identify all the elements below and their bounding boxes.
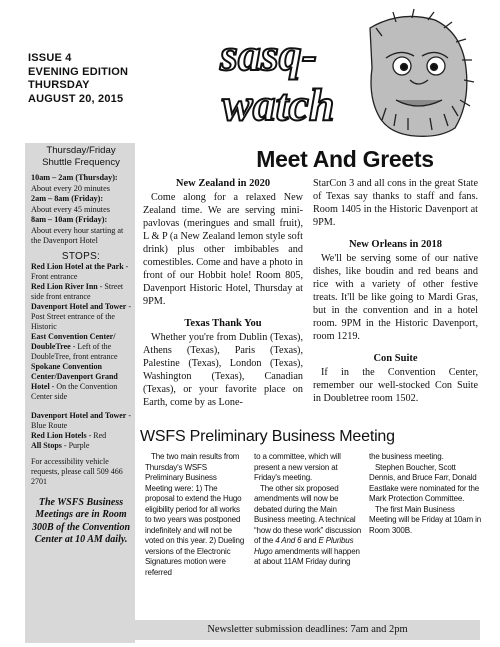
stop-item: Red Lion River Inn - Street side front entrance: [31, 281, 124, 301]
sidebar: [25, 143, 135, 643]
issue-number: ISSUE 4: [28, 52, 72, 64]
article-title-nz: New Zealand in 2020: [175, 178, 271, 189]
sasquatch-logo: [200, 8, 478, 140]
shuttle-item: 8am – 10am (Friday): About every hour starting at the Davenport Hotel: [31, 215, 124, 245]
wsfs-paragraph: the business meeting.: [369, 452, 444, 461]
sasquatch-illustration: [370, 9, 474, 136]
article-body-nola: We'll be serving some of our native dishes, like boudin and red beans and rice with a variety of other festive treats. It'll be like going to Mardi Gras, but in the convention and in a hotel room. 9PM in the Historic Davenport, room 1219.: [313, 253, 478, 342]
article-title-consuite: Con Suite: [373, 353, 418, 364]
article-body-nz: Come along for a relaxed New Zealand time. We are serving mini-pavlovas (meringues and small fruit), L & P (a New Zealand lemon style soft drink) plus other imbibables and comestibles. Come and have a photo in front of our Hobbit hole! Room 805, Davenport Historic Hotel, Thursday at 9PM.: [143, 192, 303, 307]
issue-info: [28, 52, 158, 106]
stop-item: Red Lion Hotel at the Park - Front entrance: [31, 261, 129, 281]
routes-list: [31, 411, 131, 451]
route-item: Red Lion Hotels - Red: [31, 430, 107, 440]
wsfs-paragraph: to a committee, which will present a new version at Friday's meeting.: [254, 452, 341, 482]
issue-edition: EVENING EDITION: [28, 65, 129, 78]
logo-line1: sasq-: [220, 29, 318, 80]
issue-date: AUGUST 20, 2015: [28, 92, 124, 105]
shuttle-title: Thursday/Friday Shuttle Frequency: [42, 145, 120, 168]
page-headline: Meet And Greets: [256, 146, 434, 172]
wsfs-paragraph: The first Main Business Meeting will be Friday at 10am in Room 300B.: [369, 504, 481, 535]
shuttle-schedule: [31, 173, 131, 247]
wsfs-paragraph: The other six proposed amendments will now be debated during the Main Business meeting. A technical “how do these work” discussion of the 4 And 6 and E Pluribus Hugo amendments will happen at about 11AM Friday during: [254, 483, 362, 566]
shuttle-item: 2am – 8am (Friday): About every 45 minutes: [31, 194, 110, 214]
wsfs-section-title: WSFS Preliminary Business Meeting: [140, 428, 395, 445]
wsfs-column-2: [254, 452, 362, 568]
footer-deadlines: Newsletter submission deadlines: 7am and 2pm: [135, 620, 480, 640]
shuttle-item: 10am – 2am (Thursday): About every 20 minutes: [31, 173, 118, 193]
stops-title: STOPS:: [61, 250, 101, 262]
wsfs-column-3: [369, 452, 481, 536]
issue-day: THURSDAY: [28, 79, 90, 91]
wsfs-paragraph: The two main results from Thursday's WSFS Preliminary Business Meeting were: 1) The proposal to extend the Hugo eligibility period for all works to two years was postponed indefinitely and will not be voted on this year. 2) Dueling versions of the Electronic Signatures motion were referred: [145, 452, 245, 577]
wsfs-column-1: [145, 452, 245, 578]
stop-item: Spokane Convention Center/Davenport Grand Hotel - On the Convention Center side: [31, 361, 118, 401]
article-body-texas-continued: StarCon 3 and all cons in the great State of Texas say thanks to staff and fans. Room 1405 in the Historic Davenport at 9PM.: [313, 178, 478, 228]
article-title-nola: New Orleans in 2018: [348, 239, 443, 250]
article-title-texas: Texas Thank You: [184, 318, 262, 329]
article-column-2: [313, 177, 478, 405]
wsfs-note: The WSFS Business Meetings are in Room 300B of the Convention Center at 10 AM daily.: [31, 496, 131, 545]
stops-list: [31, 262, 131, 402]
logo-line2: watch: [222, 79, 335, 130]
accessibility-note: For accessibility vehicle requests, please call 509 466 2701: [31, 456, 123, 486]
article-body-texas: Whether you're from Dublin (Texas), Athens (Texas), Paris (Texas), Palestine (Texas), London (Texas), Washington (Texas), Canadian (Texas), or your favorite place on Earth, come by as Lone-: [143, 332, 303, 408]
route-item: All Stops - Purple: [31, 440, 90, 450]
article-column-1: [143, 177, 303, 409]
wsfs-paragraph: Stephen Boucher, Scott Dennis, and Bruce Farr, Donald Eastlake were nominated for the Mark Protection Committee.: [369, 462, 480, 503]
route-item: Davenport Hotel and Tower - Blue Route: [31, 410, 132, 430]
stop-item: Davenport Hotel and Tower - Post Street entrance of the Historic: [31, 301, 132, 331]
stop-item: East Convention Center/ DoubleTree - Left of the DoubleTree, front entrance: [31, 331, 118, 361]
article-body-consuite: If in the Convention Center, remember our well-stocked Con Suite in Doubletree room 1502.: [313, 367, 478, 404]
